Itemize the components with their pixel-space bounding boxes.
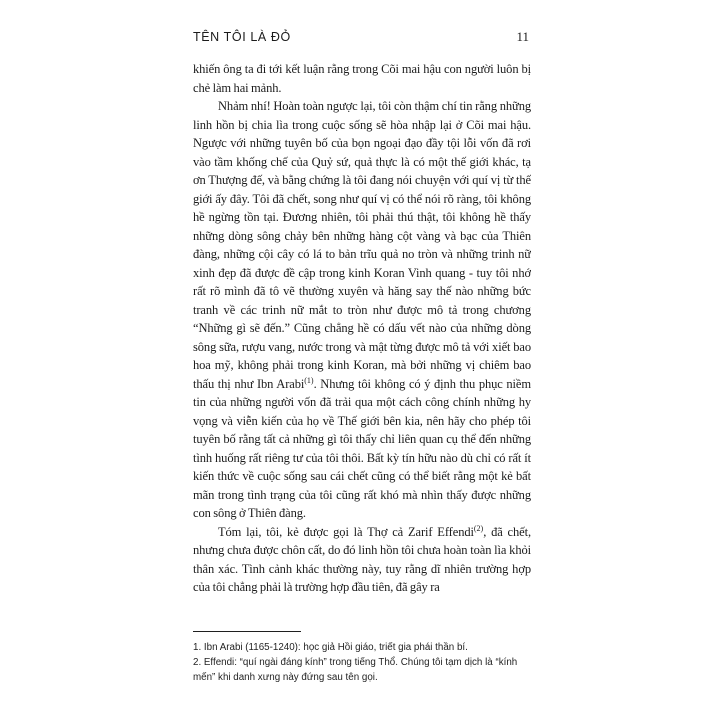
- paragraph: Tóm lại, tôi, kẻ được gọi là Thợ cả Zarif Effendi$^{(2)}$, đã chết, nhưng chưa được chôn cất, do đó linh hồn tôi chưa hoàn toàn lìa khỏi thân xác. Tình cảnh khác thường này, tuy rằng dĩ nhiên trường hợp của tôi chẳng phải là trường hợp đầu tiên, đã gây ra: [193, 523, 531, 594]
- page-header: [193, 29, 529, 45]
- running-title: TÊN TÔI LÀ ĐỎ: [193, 30, 291, 44]
- footnote-marker: (1): [304, 375, 314, 385]
- footnote-list: [193, 641, 533, 685]
- footnote-marker: (2): [473, 523, 484, 533]
- paragraph: khiến ông ta đi tới kết luận rằng trong Cõi mai hậu con người luôn bị chẻ làm hai mảnh.: [193, 62, 531, 95]
- body-text: [193, 60, 531, 626]
- paragraph: Nhảm nhí! Hoàn toàn ngược lại, tôi còn thậm chí tin rằng những linh hồn bị chia lìa trong cuộc sống sẽ hòa nhập lại ở Cõi mai hậu. Ngược với những tuyên bố của bọn ngoại đạo đầy tội lỗi vốn đã rơi vào tầm khống chế của Quỷ sứ, quả thực là có một thế giới khác, tạ ơn Thượng đế, và bằng chứng là tôi đang nói chuyện với quí vị từ thế giới ấy đây. Tôi đã chết, song như quí vị có thể nói rõ ràng, tôi không hề ngừng tồn tại. Đương nhiên, tôi phải thú thật, tôi không hề thấy những dòng sông chảy bên những hàng cột vàng và bạc của Thiên đàng, những cội cây có lá to bản trĩu quả no tròn và những trinh nữ xinh đẹp đã được đề cập trong kinh Koran Vinh quang - tuy tôi nhớ rất rõ mình đã tô vẽ thường xuyên và hăng say thế nào những bức tranh về các trinh nữ mắt to tròn như được mô tả trong chương “Những gì sẽ đến.” Cũng chẳng hề có dấu vết nào của những dòng sông sữa, rượu vang, nước trong và mật từng được mô tả với xiết bao hoa mỹ, không phải trong kinh Koran, mà bởi những vị chiêm bao thấu thị như Ibn Arabi$^{(1)}$. Nhưng tôi không có ý định thu phục niềm tin của những người vốn đã trải qua một cách công chính những hy vọng và viễn kiến của họ về Thế giới bên kia, nên hãy cho phép tôi tuyên bố rằng tất cả những gì tôi thấy chỉ liên quan cụ thể đến những tình huống rất riêng tư của tôi thôi. Bất kỳ tín hữu nào dù chỉ có rất ít kiến thức về cuộc sống sau cái chết cũng có thể biết rằng một kẻ bất mãn trong tình trạng của tôi cũng rất khó mà nhìn thấy được những con sông ở Thiên đàng.: [193, 99, 531, 520]
- footnotes: [193, 631, 533, 685]
- footnote-divider: [193, 631, 301, 632]
- page-number: 11: [516, 29, 529, 44]
- footnote-item: 1. Ibn Arabi (1165-1240): học giả Hồi giáo, triết gia phái thần bí.: [193, 642, 468, 653]
- footnote-item: 2. Effendi: “quí ngài đáng kính” trong tiếng Thổ. Chúng tôi tạm dịch là “kính mến” khi danh xưng này đứng sau tên gọi.: [193, 656, 518, 683]
